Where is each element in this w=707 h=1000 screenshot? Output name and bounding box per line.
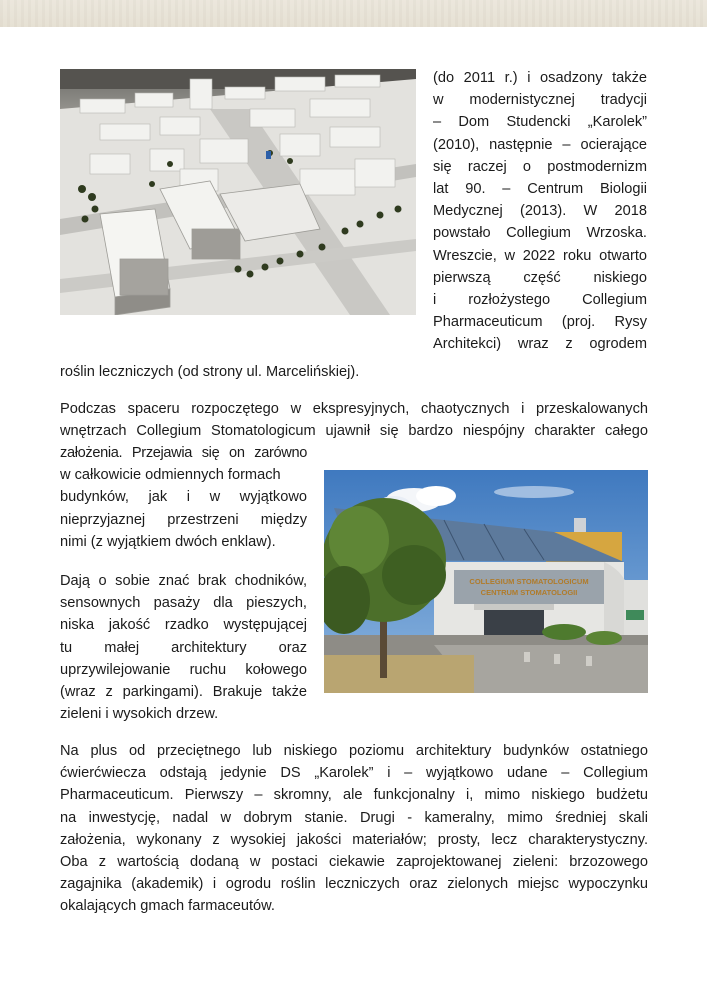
text-line: lat 90. – Centrum Biologii: [433, 181, 647, 198]
text-line: okalających gmach farmaceutów.: [60, 898, 275, 915]
text-line: budynków, jak i w wyjątkowo: [60, 489, 307, 506]
text-line: zagajnika (akademik) i ogrodu roślin leczniczych oraz zielonych miejsc wypoczynku: [60, 876, 648, 893]
text-line: (2010), następnie – ocierające: [433, 136, 647, 153]
paragraph-2-full-width: [60, 398, 648, 442]
text-line: pierwszą część niskiego: [433, 269, 647, 286]
decorative-paper-band: [0, 0, 707, 27]
text-line: Pharmaceuticum (proj. Rysy: [433, 314, 647, 331]
paragraph-2-narrow: [60, 442, 307, 553]
text-line: uprzywilejowanie ruchu kołowego: [60, 661, 307, 678]
campus-model-photo: [60, 69, 416, 315]
building-sign-line2: CENTRUM STOMATOLOGII: [480, 588, 578, 597]
text-line: w modernistycznej tradycji: [433, 92, 647, 109]
text-line: ćwierćwiecza odstają jedynie DS „Karolek” i – wyjątkowo udane – Collegium: [60, 765, 648, 782]
text-line: powstało Collegium Wrzoska.: [433, 225, 647, 242]
text-line: zieleni i wysokich drzew.: [60, 706, 219, 723]
text-line: (wraz z parkingami). Brakuje także: [60, 684, 307, 701]
text-line: Pharmaceuticum. Pierwszy – skromny, ale funkcjonalny i, mimo niskiego budżetu: [60, 787, 648, 804]
text-line: Medycznej (2013). W 2018: [433, 203, 647, 220]
text-line: Oba z wartością dodaną w postaci ciekawie zaprojektowanej zieleni: brzozowego: [60, 854, 648, 871]
collegium-stomatologicum-photo: [324, 470, 648, 693]
text-line: na inwestycję, nadal w dobrym stanie. Drugi - kameralny, mimo średniej skali: [60, 809, 648, 826]
paragraph-1-column: [433, 67, 647, 356]
text-line: Dają o sobie znać brak chodników,: [60, 573, 307, 589]
text-line: – Dom Studencki „Karolek”: [433, 114, 647, 131]
text-line: tu małej architektury oraz: [60, 639, 307, 656]
text-line: wnętrzach Collegium Stomatologicum ujawnił się bardzo niespójny charakter całego: [60, 423, 648, 440]
text-line: niska jakość rzadko występującej: [60, 617, 307, 634]
text-line: w całkowicie odmiennych formach: [60, 467, 281, 484]
text-line: nimi (z wyjątkiem dwóch enklaw).: [60, 533, 276, 550]
text-line: Podczas spaceru rozpoczętego w ekspresyjnych, chaotycznych i przeskalowanych: [60, 401, 648, 417]
text-line: sensownych pasaży dla pieszych,: [60, 595, 307, 612]
text-line: nieprzyjaznej przestrzeni między: [60, 511, 307, 528]
text-line: się raczej o postmodernizm: [433, 158, 647, 175]
text-line: założenia. Przejawia się on zarówno: [60, 445, 307, 461]
text-line: roślin leczniczych (od strony ul. Marcelińskiej).: [60, 364, 360, 380]
text-line: założenia, wykonany z wysokiej jakości materiałów; prosty, lecz charakterystyczny.: [60, 831, 648, 848]
text-line: i rozłożystego Collegium: [433, 292, 647, 309]
paragraph-3: [60, 570, 307, 725]
paragraph-1-last-line: [60, 361, 648, 383]
building-sign-line1: COLLEGIUM STOMATOLOGICUM: [469, 577, 589, 586]
text-line: Wreszcie, w 2022 roku otwarto: [433, 247, 647, 264]
text-line: Architekci) wraz z ogrodem: [433, 336, 647, 353]
paragraph-4: [60, 740, 648, 918]
text-line: (do 2011 r.) i osadzony także: [433, 70, 647, 86]
text-line: Na plus od przeciętnego lub niskiego poziomu architektury budynków ostatniego: [60, 743, 648, 759]
